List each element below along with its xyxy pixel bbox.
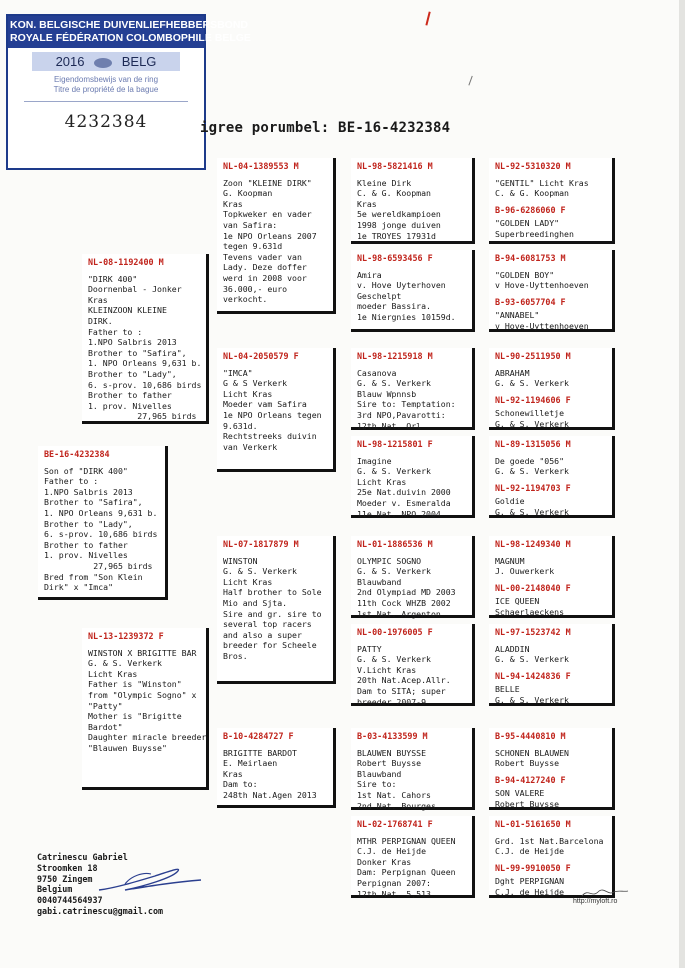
- pigeon-info-line: G. & S. Verkerk: [357, 654, 431, 665]
- pigeon-info-line: 1.NPO Salbris 2013: [88, 337, 177, 348]
- pigeon-info-line: OLYMPIC SOGNO: [357, 555, 422, 566]
- pigeon-info-line: WINSTON: [223, 555, 258, 566]
- pigeon-info-line: Grd. 1st Nat.Barcelona: [495, 835, 604, 846]
- pigeon-info-line: 6. s-prov. 10,686 birds: [44, 529, 158, 540]
- pigeon-info-line: Brother to "Lady",: [44, 518, 133, 529]
- stamp-url: http://myloft.ro: [573, 898, 618, 905]
- ancestor-card: [351, 536, 475, 618]
- pigeon-info-line: Kras: [357, 198, 377, 209]
- pigeon-info-line: SON VALERE: [495, 788, 545, 799]
- ancestor-card: [351, 348, 475, 430]
- pigeon-info-line: Moeder vam Safira: [223, 399, 307, 410]
- pigeon-info-line: Lady. Deze doffer: [223, 262, 307, 273]
- pigeon-info-line: Robert Buysse: [495, 798, 560, 809]
- pigeon-info-line: 9.631d.: [223, 420, 258, 431]
- great-grandparents-card: [489, 436, 615, 518]
- pigeon-info-line: G. & S. Verkerk: [357, 466, 431, 477]
- ancestor-card: [82, 254, 209, 424]
- pigeon-info-line: Licht Kras: [223, 576, 273, 587]
- owner-country: Belgium: [37, 884, 73, 895]
- ancestor-card: [217, 158, 336, 314]
- ring-number-label: NL-89-1315056 M: [495, 439, 571, 449]
- pigeon-info-line: SCHONEN BLAUWEN: [495, 747, 569, 758]
- pigeon-info-line: PATTY: [357, 643, 382, 654]
- pigeon-info-line: G. Koopman: [223, 188, 273, 199]
- pigeon-info-line: Schaerlaeckens: [495, 606, 565, 617]
- pigeon-info-line: Tevens vader van: [223, 251, 302, 262]
- pigeon-info-line: Dam: Perpignan Queen: [357, 867, 456, 878]
- great-grandparents-card: [489, 250, 615, 332]
- pigeon-info-line: DIRK.: [88, 315, 113, 326]
- pigeon-info-line: 12th Nat. Orl: [357, 420, 422, 431]
- pigeon-info-line: Donker Kras: [357, 856, 412, 867]
- pigeon-info-line: "IMCA": [223, 367, 253, 378]
- ring-number-label: B-94-6081753 M: [495, 253, 566, 263]
- pigeon-info-line: Superbreedinghen: [495, 228, 574, 239]
- pigeon-info-line: 1st Nat. Cahors: [357, 789, 431, 800]
- pigeon-info-line: G. & S. Verkerk: [88, 658, 162, 669]
- ring-number-label: NL-04-2050579 F: [223, 351, 299, 361]
- pigeon-info-line: 2nd Olympiad MD 2003: [357, 587, 456, 598]
- pigeon-info-line: 1.NPO Salbris 2013: [44, 486, 133, 497]
- pigeon-emblem-icon: [94, 58, 112, 68]
- pigeon-info-line: WINSTON X BRIGITTE BAR: [88, 647, 197, 658]
- pigeon-info-line: "GOLDEN LADY": [495, 218, 560, 229]
- ring-number-label: NL-99-9910050 F: [495, 862, 571, 873]
- great-grandparents-card: [489, 624, 615, 706]
- pigeon-info-line: 12th Nat. 5,513: [357, 888, 431, 899]
- pigeon-info-line: 11th Cock WHZB 2002: [357, 597, 451, 608]
- pigeon-info-line: G. & S. Verkerk: [357, 378, 431, 389]
- ancestor-card: [217, 728, 336, 808]
- ring-number-label: NL-98-1215801 F: [357, 439, 433, 449]
- pigeon-info-line: Doornenbal - Jonker: [88, 284, 182, 295]
- pigeon-info-line: "Blauwen Buysse": [88, 742, 167, 753]
- owner-phone: 0040744564937: [37, 895, 103, 906]
- ring-number-label: B-03-4133599 M: [357, 731, 428, 741]
- pigeon-info-line: ABRAHAM: [495, 367, 530, 378]
- pigeon-info-line: Amira: [357, 269, 382, 280]
- pigeon-info-line: C.J. de Heijde: [495, 886, 565, 897]
- ring-number: 4232384: [24, 101, 188, 132]
- pigeon-info-line: Zoon "KLEINE DIRK": [223, 177, 312, 188]
- pigeon-info-line: 1. prov. Nivelles: [44, 550, 128, 561]
- ring-country: BELG: [121, 54, 157, 69]
- ring-number-label: NL-90-2511950 M: [495, 351, 571, 361]
- pigeon-info-line: several top racers: [223, 619, 312, 630]
- pigeon-info-line: 1e NPO Orleans 2007: [223, 230, 317, 241]
- pigeon-info-line: Sire and gr. sire to: [223, 608, 322, 619]
- ring-number-label: NL-08-1192400 M: [88, 257, 164, 267]
- ring-number-label: NL-98-5821416 M: [357, 161, 433, 171]
- pigeon-info-line: Kleine Dirk: [357, 177, 412, 188]
- pigeon-info-line: Brother to "Safira",: [44, 497, 143, 508]
- pigeon-info-line: Geschelpt: [357, 290, 402, 301]
- pigeon-info-line: ALADDIN: [495, 643, 530, 654]
- pigeon-info-line: MTHR PERPIGNAN QUEEN: [357, 835, 456, 846]
- owner-name: Catrinescu Gabriel: [37, 852, 128, 862]
- ring-number-label: NL-00-2148040 F: [495, 582, 571, 593]
- great-grandparents-card: [489, 158, 615, 244]
- pigeon-info-line: G. & S. Verkerk: [495, 378, 569, 389]
- pigeon-info-line: 248th Nat.Agen 2013: [223, 789, 317, 800]
- pigeon-info-line: G. & S. Verkerk: [495, 418, 569, 429]
- pigeon-info-line: verkocht.: [223, 294, 268, 305]
- pigeon-info-line: BRIGITTE BARDOT: [223, 747, 297, 758]
- pigeon-info-line: J. Ouwerkerk: [495, 566, 555, 577]
- owner-street: Stroomken 18: [37, 862, 98, 873]
- ring-number-label: B-95-4440810 M: [495, 731, 566, 741]
- pigeon-info-line: Blauw Wpnnsb: [357, 388, 417, 399]
- pigeon-info-line: Blauwband: [357, 768, 402, 779]
- great-grandparents-card: [489, 536, 615, 618]
- owner-city: 9750 Zingem: [37, 873, 93, 884]
- pigeon-info-line: breeder for Scheele: [223, 640, 317, 651]
- ancestor-card: [217, 536, 336, 684]
- pigeon-info-line: 20th Nat.Acep.Allr.: [357, 675, 451, 686]
- pigeon-info-line: from "Olympic Sogno" x: [88, 689, 197, 700]
- pigeon-info-line: Moeder v. Esmeralda: [357, 497, 451, 508]
- pigeon-info-line: 1998 jonge duiven: [357, 219, 441, 230]
- pigeon-info-line: 25e Nat.duivin 2000: [357, 487, 451, 498]
- pigeon-info-line: G. & S. Verkerk: [495, 694, 569, 705]
- pigeon-info-line: 1e TROYES 17931d: [357, 230, 436, 241]
- pigeon-info-line: Father to :: [88, 326, 143, 337]
- pigeon-info-line: G. & S. Verkerk: [495, 466, 569, 477]
- pigeon-info-line: Mio and Sjta.: [223, 597, 288, 608]
- great-grandparents-card: [489, 728, 615, 810]
- pigeon-info-line: BELLE: [495, 684, 520, 695]
- pigeon-info-line: Sire to:: [357, 779, 397, 790]
- ring-number-label: NL-92-1194703 F: [495, 482, 571, 493]
- ring-number-label: NL-98-6593456 F: [357, 253, 433, 263]
- ring-number-label: NL-01-5161650 M: [495, 819, 571, 829]
- ring-number-label: B-96-6286060 F: [495, 204, 566, 215]
- ring-number-label: BE-16-4232384: [44, 449, 110, 459]
- pigeon-info-line: 1. NPO Orleans 9,631 b.: [44, 507, 158, 518]
- pigeon-info-line: 5e wereldkampioen: [357, 209, 441, 220]
- pigeon-info-line: 2nd Nat. Bourges: [357, 800, 436, 811]
- ring-number-label: NL-00-1976005 F: [357, 627, 433, 637]
- pigeon-info-line: 36.000,- euro: [223, 283, 288, 294]
- pigeon-info-line: 27,965 birds: [44, 560, 153, 571]
- pigeon-info-line: C.J. de Heijde: [495, 846, 565, 857]
- pigeon-info-line: Bros.: [223, 650, 248, 661]
- pigeon-info-line: De goede "056": [495, 455, 565, 466]
- federation-name-nl: KON. BELGISCHE DUIVENLIEFHEBBERSBOND: [8, 16, 204, 32]
- pigeon-info-line: Dam to SITA; super: [357, 685, 446, 696]
- pigeon-info-line: and also a super: [223, 629, 302, 640]
- pigeon-info-line: Kras: [223, 768, 243, 779]
- pigeon-info-line: Robert Buysse: [495, 758, 560, 769]
- pigeon-info-line: Kras: [223, 198, 243, 209]
- pigeon-info-line: G. & S. Verkerk: [495, 506, 569, 517]
- pigeon-info-line: Brother to "Safira",: [88, 347, 187, 358]
- pigeon-info-line: tegen 9.631d: [223, 241, 283, 252]
- pigeon-info-line: Imagine: [357, 455, 392, 466]
- ring-number-label: B-93-6057704 F: [495, 296, 566, 307]
- pigeon-info-line: v Hove-Uyttenhoeven: [495, 320, 589, 331]
- pigeon-info-line: 1e Niergnies 10159d.: [357, 311, 456, 322]
- ancestor-card: [351, 816, 475, 898]
- pigeon-info-line: Son of "DIRK 400": [44, 465, 128, 476]
- pigeon-info-line: "DIRK 400": [88, 273, 138, 284]
- pigeon-info-line: Licht Kras: [357, 476, 407, 487]
- pigeon-info-line: Brother to father: [44, 539, 128, 550]
- ring-number-label: NL-07-1817879 M: [223, 539, 299, 549]
- pigeon-info-line: "Patty": [88, 700, 123, 711]
- handwritten-signature: [95, 862, 205, 896]
- ancestor-card: [351, 624, 475, 706]
- pigeon-info-line: 3rd NPO,Pavarotti:: [357, 409, 446, 420]
- ring-number-label: NL-97-1523742 M: [495, 627, 571, 637]
- ring-number-label: NL-01-1886536 M: [357, 539, 433, 549]
- pigeon-info-line: V.Licht Kras: [357, 664, 417, 675]
- ancestor-card: [351, 158, 475, 244]
- pigeon-info-line: Rechtstreeks duivin: [223, 431, 317, 442]
- pigeon-info-line: 6. s-prov. 10,686 birds: [88, 379, 202, 390]
- pigeon-info-line: Schonewilletje: [495, 408, 565, 419]
- pigeon-info-line: van Verkerk: [223, 441, 278, 452]
- pigeon-info-line: Dirk" x "Imca": [44, 582, 114, 593]
- pigeon-info-line: BLAUWEN BUYSSE: [357, 747, 427, 758]
- pigeon-info-line: Licht Kras: [88, 668, 138, 679]
- ownership-label-fr: Titre de propriété de la bague: [53, 85, 159, 94]
- subject-pigeon-card: [38, 446, 168, 600]
- ring-number-label: B-94-4127240 F: [495, 774, 566, 785]
- pigeon-info-line: "GENTIL" Licht Kras: [495, 177, 589, 188]
- pigeon-info-line: Brother to "Lady",: [88, 368, 177, 379]
- pigeon-info-line: 1. prov. Nivelles: [88, 400, 172, 411]
- pigeon-info-line: Goldie: [495, 496, 525, 507]
- pigeon-info-line: Mother is "Brigitte: [88, 711, 182, 722]
- pigeon-info-line: van Safira:: [223, 219, 278, 230]
- federation-name-fr: ROYALE FÉDÉRATION COLOMBOPHILE BELGE: [8, 32, 204, 48]
- pigeon-info-line: 27,965 birds: [88, 411, 197, 422]
- pigeon-info-line: breeder 2007-9: [357, 696, 427, 707]
- pigeon-info-line: E. Meirlaen: [223, 758, 278, 769]
- pigeon-info-line: Bardot": [88, 721, 123, 732]
- pigeon-info-line: Licht Kras: [223, 388, 273, 399]
- pigeon-info-line: Bred from "Son Klein: [44, 571, 143, 582]
- pigeon-info-line: C.J. de Heijde: [357, 846, 427, 857]
- pigeon-info-line: KLEINZOON KLEINE: [88, 305, 167, 316]
- ownership-label-nl: Eigendomsbewijs van de ring: [53, 75, 159, 84]
- ancestor-card: [82, 628, 209, 790]
- pigeon-info-line: Dam to:: [223, 779, 258, 790]
- pigeon-info-line: G & S Verkerk: [223, 378, 288, 389]
- pigeon-info-line: G. & S. Verkerk: [223, 566, 297, 577]
- pigeon-info-line: Blauwband: [357, 576, 402, 587]
- pigeon-info-line: ICE QUEEN: [495, 596, 540, 607]
- pigeon-info-line: Sire to: Temptation:: [357, 399, 456, 410]
- page-edge: [679, 0, 685, 968]
- pigeon-info-line: G. & S. Verkerk: [495, 654, 569, 665]
- ring-number-label: B-10-4284727 F: [223, 731, 294, 741]
- ring-number-label: NL-04-1389553 M: [223, 161, 299, 171]
- page-title: igree porumbel: BE-16-4232384: [200, 120, 451, 136]
- pigeon-info-line: 1. NPO Orleans 9,631 b.: [88, 358, 202, 369]
- pigeon-info-line: 11e Nat. NPO 2004: [357, 508, 441, 519]
- ring-number-label: NL-92-1194606 F: [495, 394, 571, 405]
- ring-year: 2016: [55, 54, 85, 69]
- pigeon-info-line: Kras: [88, 294, 108, 305]
- great-grandparents-card: [489, 348, 615, 430]
- pigeon-info-line: moeder Bassira.: [357, 301, 431, 312]
- pigeon-info-line: Daughter miracle breeder: [88, 732, 207, 743]
- ancestor-card: [351, 250, 475, 332]
- pigeon-info-line: C. & G. Koopman: [357, 188, 431, 199]
- ring-number-label: NL-13-1239372 F: [88, 631, 164, 641]
- pigeon-info-line: Brother to father: [88, 390, 172, 401]
- pigeon-info-line: C. & G. Koopman: [495, 188, 569, 199]
- pigeon-info-line: Perpignan 2007:: [357, 877, 431, 888]
- ring-year-country: [32, 52, 180, 71]
- pigeon-info-line: MAGNUM: [495, 555, 525, 566]
- pigeon-info-line: v. Hove Uyterhoven: [357, 280, 446, 291]
- ring-number-label: NL-98-1215918 M: [357, 351, 433, 361]
- pigeon-info-line: G. & S. Verkerk: [357, 566, 431, 577]
- ring-ownership-card: [6, 14, 251, 170]
- ancestor-card: [351, 728, 475, 810]
- ancestor-card: [217, 348, 336, 472]
- ownership-label: [8, 75, 204, 95]
- pigeon-info-line: Father is "Winston": [88, 679, 182, 690]
- pigeon-info-line: Dght PERPIGNAN: [495, 876, 565, 887]
- owner-email: gabi.catrinescu@gmail.com: [37, 905, 164, 916]
- pigeon-info-line: "GOLDEN BOY": [495, 269, 555, 280]
- pigeon-info-line: 1e NPO Orleans tegen: [223, 409, 322, 420]
- pigeon-info-line: Topkweker en vader: [223, 209, 312, 220]
- ring-number-label: NL-92-5310320 M: [495, 161, 571, 171]
- pigeon-info-line: v Hove-Uyttenhoeven: [495, 280, 589, 291]
- ring-number-label: NL-94-1424836 F: [495, 670, 571, 681]
- pigeon-info-line: Casanova: [357, 367, 397, 378]
- pigeon-info-line: Half brother to Sole: [223, 587, 322, 598]
- pigeon-info-line: Robert Buysse: [357, 758, 422, 769]
- pigeon-info-line: Father to :: [44, 476, 99, 487]
- pigeon-info-line: werd in 2008 voor: [223, 272, 307, 283]
- pigeon-info-line: "ANNABEL": [495, 310, 540, 321]
- ring-number-label: NL-02-1768741 F: [357, 819, 433, 829]
- ring-number-label: NL-98-1249340 M: [495, 539, 571, 549]
- ancestor-card: [351, 436, 475, 518]
- pigeon-info-line: 1st Nat. Argenton: [357, 608, 441, 619]
